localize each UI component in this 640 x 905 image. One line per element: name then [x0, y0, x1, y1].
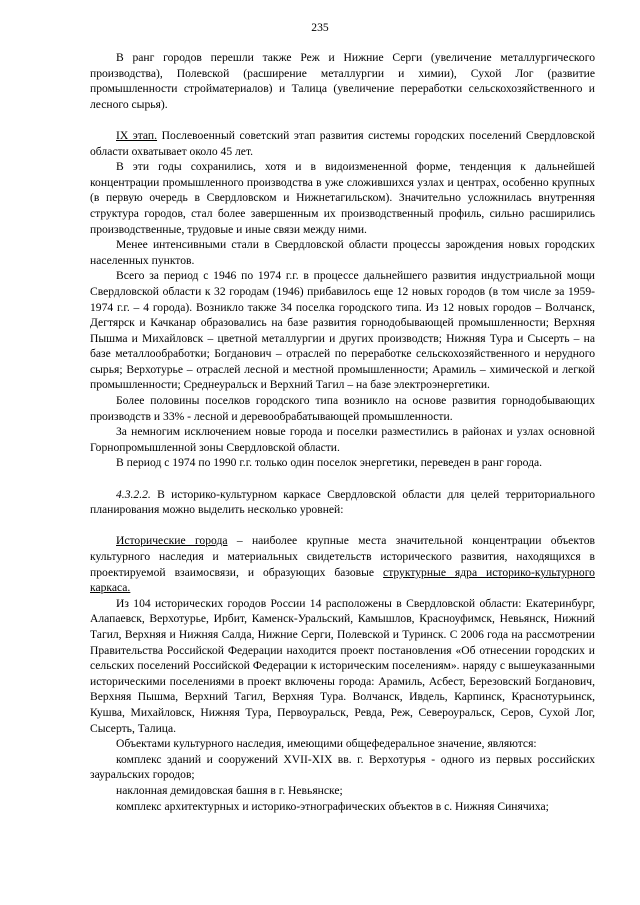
- spacer: [90, 518, 595, 534]
- paragraph-historic-towns-list: Из 104 исторических городов России 14 расположены в Свердловской области: Екатеринбург, Алапаевск, Верхотурье, Ирбит, Каменск-Уральский, Камышлов, Красноуфимск, Невьянск, Нижний Тагил, Верхняя и Нижняя Салда, Нижние Серги, Полевской и Туринск. С 2006 года на рассмотрении Правительства Российской Федерации находится проект постановления «Об отнесении городских и сельских поселений Российской Федерации к историческим поселениям». наряду с вышеуказанными историческими поселениями в проект включены города: Арамиль, Асбест, Березовский Богданович, Верхняя Пышма, Верхний Тагил, Верхняя Тура. Волчанск, Ивдель, Карпинск, Краснотурьинск, Кушва, Михайловск, Нижняя Тура, Первоуральск, Ревда, Реж, Североуральск, Серов, Сухой Лог, Сысерть, Талица.: [90, 596, 595, 735]
- paragraph-mining-zone: За немногим исключением новые города и поселки разместились в районах и узлах основной Горнопромышленной зоны Свердловской области.: [90, 425, 595, 454]
- list-item-nizhnyaya-sinyachikha: комплекс архитектурных и историко-этнографических объектов в с. Нижняя Синячиха;: [116, 799, 549, 813]
- paragraph-new-settlements: Менее интенсивными стали в Свердловской области процессы зарождения новых городских населенных пунктов.: [90, 238, 595, 267]
- paragraph-federal-objects-intro: Объектами культурного наследия, имеющими общефедеральное значение, являются:: [116, 737, 537, 751]
- section-intro-text: В историко-культурном каркасе Свердловской области для целей территориального планирования можно выделить несколько уровней:: [90, 487, 595, 517]
- structural-cores-term: структурные ядра историко-культурного каркаса.: [90, 565, 595, 595]
- paragraph-period-1946-1974: Всего за период с 1946 по 1974 г.г. в процессе дальнейшего развития индустриальной мощи Свердловской области к 32 городам (1946) прибавилось еще 12 новых городов (в том числе за 1959-1974 г.г. – 4 города). Возникло также 34 поселка городского типа. Из 12 новых городов – Волчанск, Дегтярск и Качканар образовались на базе развития горнодобывающей промышленности; Верхняя Пышма и Михайловск – цветной металлургии и других производств; Нижняя Тура и Сысерть – на базе металлообработки; Богданович – отраслей по переработке сельскохозяйственного и нерудного сырья; Верхотурье – отраслей лесной и местной промышленности; Арамиль – химической и легкой промышленности; Среднеуральск и Верхний Тагил – на базе электроэнергетики.: [90, 269, 595, 392]
- paragraph-historic-towns: [90, 533, 595, 595]
- paragraph-towns-status: В ранг городов перешли также Реж и Нижние Серги (увеличение металлургического производства), Полевской (расширение металлургии и химии), Сухой Лог (развитие промышленности стройматериалов) и Талица (увеличение переработки сельскохозяйственного и лесного сырья).: [90, 51, 595, 111]
- paragraph-concentration: В эти годы сохранились, хотя и в видоизмененной форме, тенденция к дальнейшей концентрации промышленного производства в уже сложившихся узлах и центрах, особенно крупных (в первую очередь в Свердловском и Нижнетагильском). Значительно усложнилась внутренняя структура городов, стал более завершенным их производственный профиль, сильно расширились производственные, трудовые и иные связи между ними.: [90, 160, 595, 236]
- historic-towns-definition: – наиболее крупные места значительной концентрации объектов культурного наследия и материальных свидетельств исторического развития, находящихся в проектируемой взаимосвязи, и образующих базовые: [90, 534, 595, 579]
- spacer: [90, 112, 595, 128]
- document-body: [90, 50, 595, 814]
- list-item-nevyansk-tower: наклонная демидовская башня в г. Невьянске;: [116, 783, 343, 797]
- paragraph-section-4-3-2-2: [90, 487, 595, 518]
- paragraph-stage-ix: [90, 128, 595, 159]
- historic-towns-term: Исторические города: [116, 534, 228, 548]
- list-item-verkhoturye: комплекс зданий и сооружений XVII-XIX вв. г. Верхотурья - одного из первых российских зауральских городов;: [90, 752, 595, 782]
- spacer: [90, 471, 595, 487]
- stage-ix-heading: IX этап.: [116, 128, 158, 142]
- paragraph-settlement-types: Более половины поселков городского типа возникло на основе развития горнодобывающих производств и 33% - лесной и деревообрабатывающей промышленности.: [90, 394, 595, 423]
- section-number: 4.3.2.2.: [116, 487, 151, 501]
- paragraph-period-1974-1990: В период с 1974 по 1990 г.г. только один поселок энергетики, переведен в ранг города.: [116, 456, 543, 470]
- page-number: 235: [311, 21, 329, 34]
- stage-ix-text: Послевоенный советский этап развития системы городских поселений Свердловской области охватывает около 45 лет.: [90, 128, 595, 158]
